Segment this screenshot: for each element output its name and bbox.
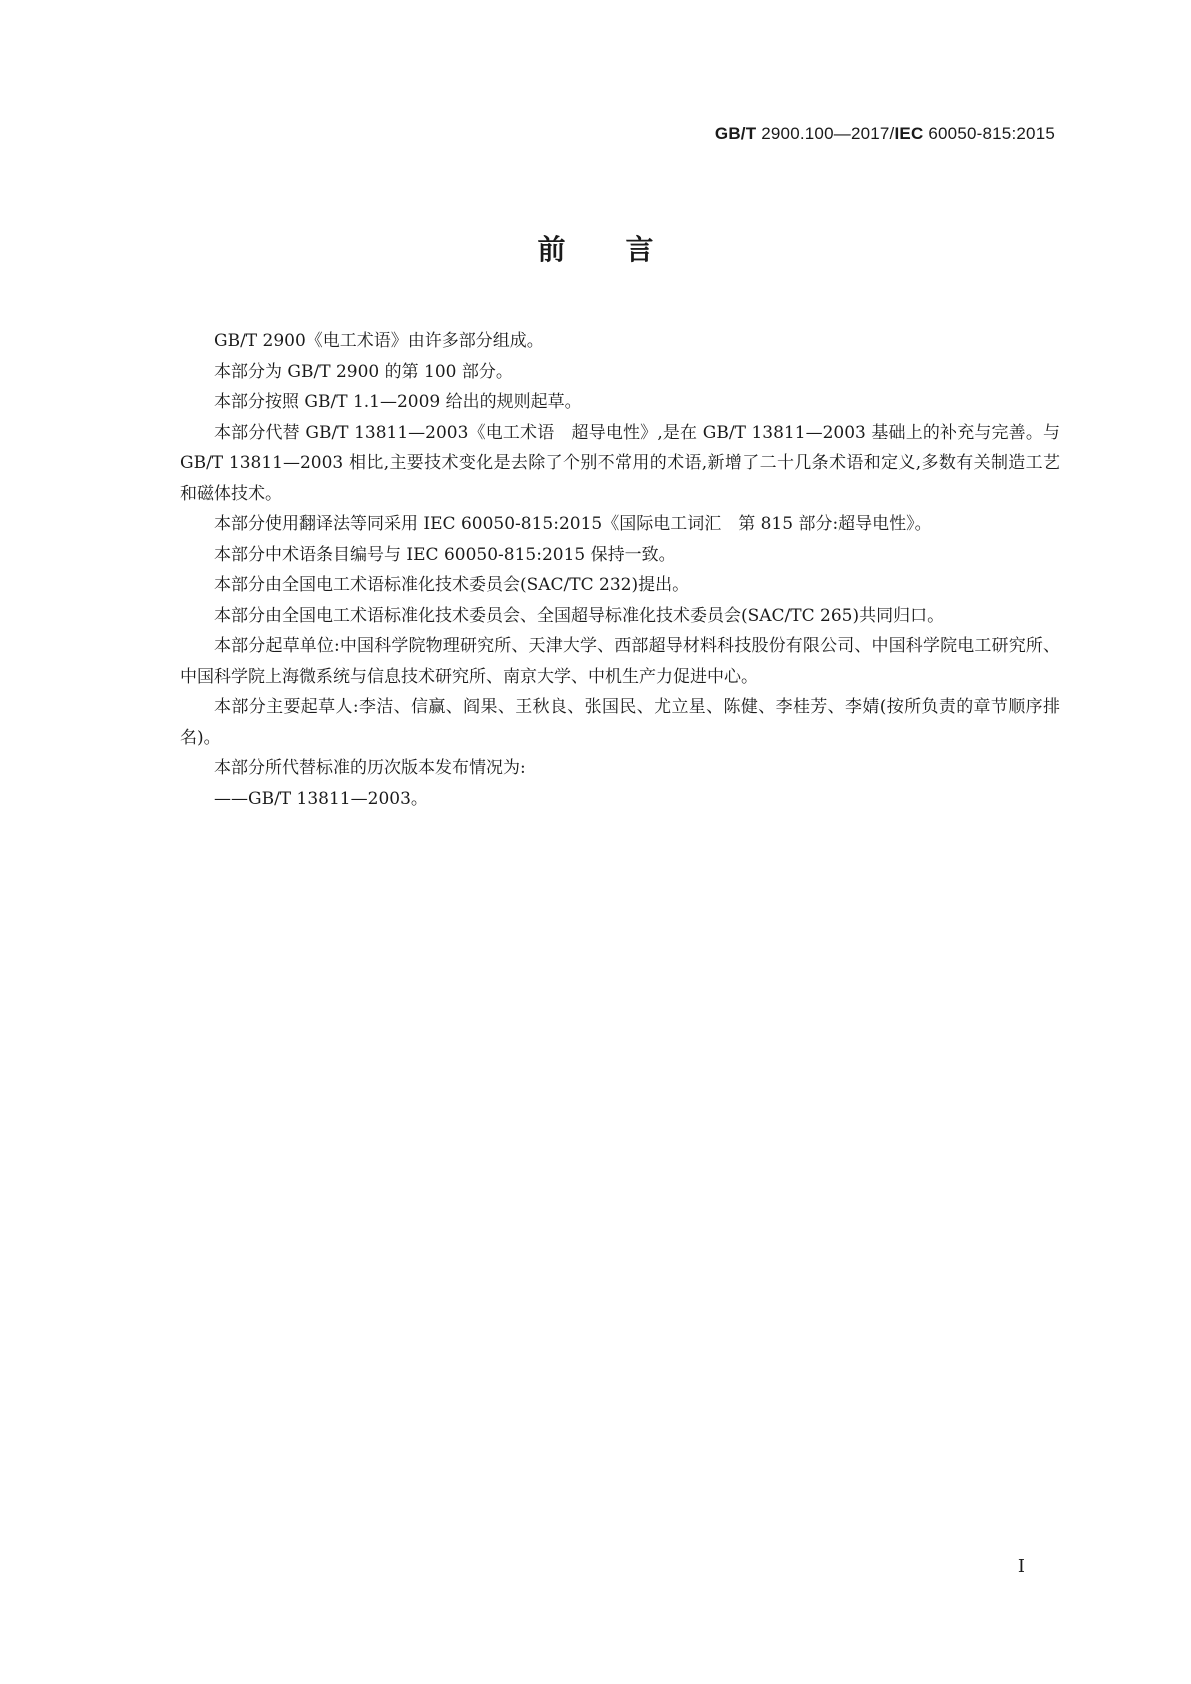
paragraph-drafting-units: 本部分起草单位:中国科学院物理研究所、天津大学、西部超导材料科技股份有限公司、中国科学院电工研究所、中国科学院上海微系统与信息技术研究所、南京大学、中机生产力促进中心。 — [180, 636, 1060, 687]
paragraph-previous-edition-item: ——GB/T 13811—2003。 — [214, 788, 428, 809]
page-number: I — [1017, 1556, 1025, 1577]
foreword-body — [180, 326, 1060, 814]
standard-code-header — [715, 124, 1055, 144]
iec-prefix: IEC — [894, 124, 924, 143]
paragraph-proposed-by: 本部分由全国电工术语标准化技术委员会(SAC/TC 232)提出。 — [214, 575, 690, 595]
iec-number: 60050-815:2015 — [923, 124, 1055, 143]
std-number: 2900.100—2017/ — [756, 124, 895, 143]
paragraph-previous-editions: 本部分所代替标准的历次版本发布情况为: — [214, 758, 526, 778]
paragraph-adoption: 本部分使用翻译法等同采用 IEC 60050-815:2015《国际电工词汇 第 815 部分:超导电性》。 — [214, 514, 932, 534]
paragraph-numbering: 本部分中术语条目编号与 IEC 60050-815:2015 保持一致。 — [214, 544, 676, 565]
paragraph-part-number: 本部分为 GB/T 2900 的第 100 部分。 — [214, 361, 513, 382]
paragraph-replacement: 本部分代替 GB/T 13811—2003《电工术语 超导电性》,是在 GB/T 13811—2003 基础上的补充与完善。与 GB/T 13811—2003 相比,主要技术变化是去除了个别不常用的术语,新增了二十几条术语和定义,多数有关制造工艺和磁体技术。 — [180, 422, 1060, 504]
std-prefix: GB/T — [714, 124, 757, 143]
paragraph-drafters: 本部分主要起草人:李洁、信赢、阎果、王秋良、张国民、尤立星、陈健、李桂芳、李婧(按所负责的章节顺序排名)。 — [180, 697, 1060, 748]
paragraph-drafting-rules: 本部分按照 GB/T 1.1—2009 给出的规则起草。 — [214, 392, 582, 412]
page-title: 前言 — [537, 233, 714, 266]
paragraph-centralized-by: 本部分由全国电工术语标准化技术委员会、全国超导标准化技术委员会(SAC/TC 265)共同归口。 — [214, 605, 945, 626]
paragraph-parts: GB/T 2900《电工术语》由许多部分组成。 — [214, 331, 544, 351]
